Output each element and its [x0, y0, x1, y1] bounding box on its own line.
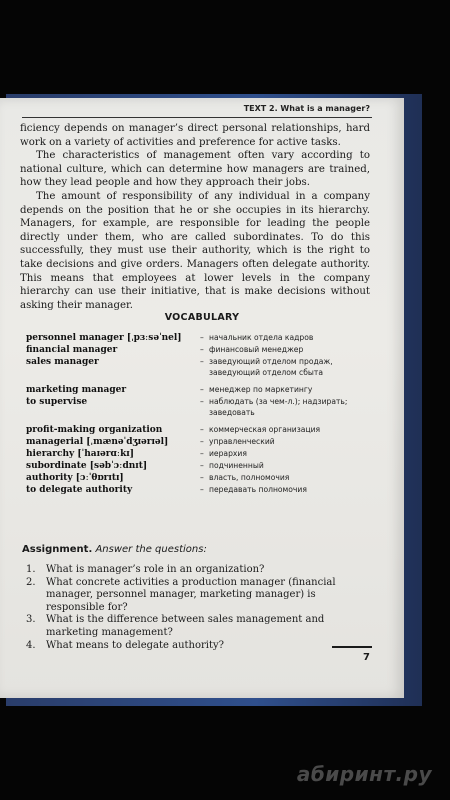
question-text: What means to delegate authority? — [46, 639, 225, 651]
paragraph: ficiency depends on manager’s direct personal relationships, hard work on a variety of activities and preference for active tasks. — [20, 123, 370, 148]
question-text: What is manager’s role in an organization? — [46, 564, 265, 575]
paragraph: The characteristics of management often vary according to national culture, which can determine how managers are trained, how they lead people and how they approach their jobs. — [20, 150, 370, 189]
running-head: TEXT 2. What is a manager? — [243, 104, 370, 113]
vocabulary-list — [26, 332, 372, 496]
vocab-term: to supervise — [26, 397, 88, 407]
question-item — [26, 614, 362, 639]
vocab-term: personnel manager [ˌpɜːsəˈnel] — [26, 333, 182, 343]
vocab-term: hierarchy [ˈhaɪərɑːkɪ] — [26, 449, 134, 459]
page-number: 7 — [363, 652, 370, 663]
vocab-translation: управленческий — [209, 437, 275, 446]
vocab-translation: заведующий отделом продаж, заведующий отделом сбыта — [209, 357, 333, 377]
watermark-text: абиринт.ру — [296, 762, 432, 786]
vocab-term: managerial [ˌmænəˈdʒɪərɪəl] — [26, 437, 169, 447]
vocab-translation: коммерческая организация — [209, 425, 321, 434]
question-number: 2. — [26, 576, 36, 588]
question-number: 4. — [26, 639, 36, 651]
vocab-translation: финансовый менеджер — [209, 345, 304, 354]
main-text — [20, 122, 370, 312]
vocab-term: financial manager — [26, 345, 118, 355]
vocabulary-title: VOCABULARY — [164, 312, 240, 323]
question-item — [26, 564, 362, 577]
vocab-translation: власть, полномочия — [209, 473, 290, 482]
book-page — [0, 98, 404, 698]
vocab-translation: начальник отдела кадров — [209, 333, 314, 342]
question-text: What is the difference between sales management and marketing management? — [46, 614, 325, 638]
vocab-entry: marketing manager – менеджер по маркетингу — [26, 385, 313, 395]
vocab-entry: to supervise – наблюдать (за чем-л.); надзирать; заведовать — [26, 396, 372, 418]
vocab-term: marketing manager — [26, 385, 127, 395]
vocab-entry: hierarchy [ˈhaɪərɑːkɪ] – иерархия — [26, 449, 247, 459]
vocab-entry: personnel manager [ˌpɜːsəˈnel] – начальник отдела кадров — [26, 333, 314, 343]
vocab-translation: менеджер по маркетингу — [209, 385, 313, 394]
vocab-entry: to delegate authority – передавать полномочия — [26, 485, 307, 495]
vocab-entry: financial manager – финансовый менеджер — [26, 345, 304, 355]
vocab-translation: иерархия — [209, 449, 247, 458]
vocab-term: sales manager — [26, 357, 99, 367]
vocab-entry: sales manager – заведующий отделом продаж, заведующий отделом сбыта — [26, 356, 372, 378]
question-item — [26, 640, 362, 653]
assignment-label: Assignment. — [22, 544, 93, 555]
vocab-term: authority [ɔːˈθɒrɪtɪ] — [26, 473, 124, 483]
vocab-term: profit-making organization — [26, 425, 163, 435]
vocab-entry: subordinate [səbˈɔːdnɪt] – подчиненный — [26, 461, 264, 471]
question-number: 1. — [26, 564, 36, 575]
footer-rule — [332, 646, 372, 648]
questions-list — [26, 564, 362, 652]
question-text: What concrete activities a production manager (financial manager, personnel manager, marketing manager) is responsible for? — [46, 576, 336, 613]
assignment-heading — [22, 544, 372, 555]
paragraph: The amount of responsibility of any individual in a company depends on the position that he or she occupies in its hierarchy. Managers, for example, are responsible for leading the people directly under them, who are called subordinates. To do this successfully, they must use their authority, which is the right to take decisions and give orders. Managers often delegate authority. This means that employees at lower levels in the company hierarchy can use their initiative, that is make decisions without asking their manager. — [20, 190, 370, 311]
header-rule — [22, 117, 372, 118]
vocab-entry: managerial [ˌmænəˈdʒɪərɪəl] – управленческий — [26, 437, 275, 447]
question-item — [26, 577, 362, 615]
vocab-translation: подчиненный — [209, 461, 264, 470]
vocab-entry: profit-making organization – коммерческая организация — [26, 425, 321, 435]
vocab-entry: authority [ɔːˈθɒrɪtɪ] – власть, полномочия — [26, 473, 290, 483]
question-number: 3. — [26, 614, 36, 626]
vocab-term: subordinate [səbˈɔːdnɪt] — [26, 461, 148, 471]
vocab-translation: передавать полномочия — [209, 485, 307, 494]
assignment-instruction: Answer the questions: — [95, 544, 207, 555]
vocab-term: to delegate authority — [26, 485, 133, 495]
vocab-translation: наблюдать (за чем-л.); надзирать; заведовать — [209, 397, 348, 417]
